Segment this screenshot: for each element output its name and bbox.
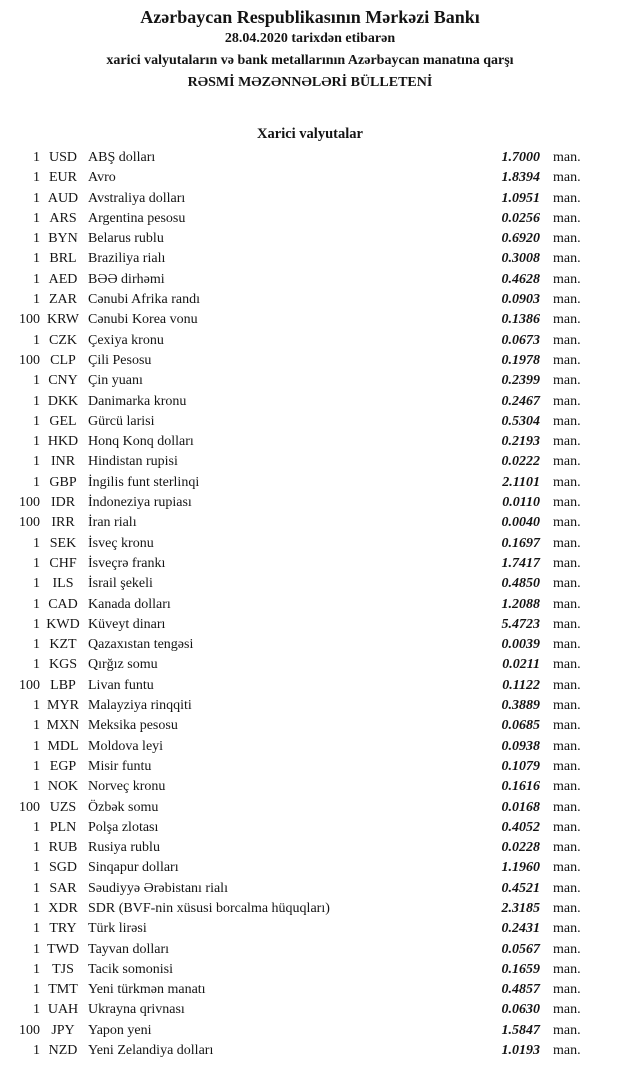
currency-quantity: 1	[33, 434, 40, 450]
currency-unit: man.	[553, 210, 581, 226]
currency-quantity: 1	[33, 150, 40, 165]
currency-rate: 1.2088	[501, 596, 540, 612]
rate-row	[0, 473, 620, 493]
currency-rate: 0.2467	[501, 393, 540, 409]
currency-rate: 0.0685	[501, 718, 540, 734]
rate-row	[0, 940, 620, 960]
currency-code: EGP	[49, 758, 77, 774]
rate-row	[0, 716, 620, 736]
currency-quantity: 100	[19, 515, 40, 531]
currency-code: TJS	[52, 961, 74, 977]
currency-quantity: 1	[33, 210, 40, 226]
currency-name: İsveçrə frankı	[88, 555, 166, 571]
currency-name: Avro	[88, 170, 116, 186]
currency-code: KZT	[49, 637, 77, 653]
currency-quantity: 100	[19, 677, 40, 693]
rate-row	[0, 737, 620, 757]
currency-rate: 0.0211	[502, 657, 540, 673]
rate-row	[0, 432, 620, 452]
bank-title: Azərbaycan Respublikasının Mərkəzi Bankı	[140, 7, 480, 27]
currency-name: BƏƏ dirhəmi	[88, 271, 165, 287]
rate-row	[0, 249, 620, 269]
currency-code: ARS	[49, 210, 77, 226]
subject-line: xarici valyutaların və bank metallarının Azərbaycan manatına qarşı	[106, 53, 514, 68]
currency-rate: 0.1616	[501, 779, 540, 795]
currency-name: Cənubi Korea vonu	[88, 312, 198, 328]
currency-unit: man.	[553, 819, 581, 835]
currency-unit: man.	[553, 677, 581, 693]
currency-unit: man.	[553, 921, 581, 937]
currency-name: Yeni türkmən manatı	[88, 982, 206, 998]
rate-row	[0, 574, 620, 594]
currency-unit: man.	[553, 150, 581, 165]
currency-rate: 0.2431	[501, 921, 540, 937]
currency-rate: 0.1697	[501, 535, 540, 551]
currency-quantity: 1	[33, 758, 40, 774]
currency-name: Çili Pesosu	[88, 352, 152, 368]
rate-row	[0, 858, 620, 878]
rates-table	[0, 148, 620, 1061]
currency-quantity: 100	[19, 799, 40, 815]
currency-rate: 1.7000	[501, 150, 540, 165]
currency-unit: man.	[553, 616, 581, 632]
rate-row	[0, 290, 620, 310]
rate-row	[0, 371, 620, 391]
currency-unit: man.	[553, 637, 581, 653]
currency-code: JPY	[51, 1022, 75, 1038]
currency-unit: man.	[553, 779, 581, 795]
currency-quantity: 100	[19, 495, 40, 511]
rate-row	[0, 493, 620, 513]
rate-row	[0, 655, 620, 675]
currency-unit: man.	[553, 941, 581, 957]
currency-code: ILS	[52, 576, 74, 592]
currency-name: ABŞ dolları	[88, 150, 156, 165]
currency-code: SGD	[48, 860, 77, 876]
currency-name: Moldova leyi	[88, 738, 164, 754]
currency-code: NOK	[47, 779, 79, 795]
rate-row	[0, 919, 620, 939]
rate-row	[0, 838, 620, 858]
currency-quantity: 1	[33, 738, 40, 754]
currency-name: Ukrayna qrivnası	[88, 1002, 185, 1018]
currency-rate: 0.0630	[501, 1002, 540, 1018]
currency-name: Honq Konq dolları	[88, 434, 194, 450]
currency-quantity: 100	[19, 352, 40, 368]
currency-quantity: 1	[33, 413, 40, 429]
currency-unit: man.	[553, 961, 581, 977]
currency-rate: 0.0938	[501, 738, 540, 754]
currency-code: IRR	[51, 515, 75, 531]
currency-name: Argentina pesosu	[88, 210, 186, 226]
currency-code: DKK	[47, 393, 79, 409]
currency-unit: man.	[553, 454, 581, 470]
currency-unit: man.	[553, 1002, 581, 1018]
currency-name: Misir funtu	[88, 758, 152, 774]
currency-name: Qazaxıstan tengəsi	[88, 637, 194, 653]
rate-row	[0, 189, 620, 209]
currency-rate: 0.1659	[501, 961, 540, 977]
currency-unit: man.	[553, 332, 581, 348]
currency-name: Tacik somonisi	[88, 961, 173, 977]
currency-rate: 0.0256	[501, 210, 540, 226]
currency-unit: man.	[553, 413, 581, 429]
currency-rate: 0.1978	[501, 352, 540, 368]
currency-quantity: 1	[33, 555, 40, 571]
currency-unit: man.	[553, 251, 581, 267]
currency-code: IDR	[50, 495, 76, 511]
currency-code: MXN	[46, 718, 80, 734]
currency-code: SAR	[49, 880, 77, 896]
currency-unit: man.	[553, 982, 581, 998]
currency-name: Avstraliya dolları	[88, 190, 186, 206]
currency-unit: man.	[553, 393, 581, 409]
currency-quantity: 1	[33, 1043, 40, 1059]
currency-unit: man.	[553, 900, 581, 916]
currency-rate: 0.0168	[501, 799, 540, 815]
currency-quantity: 1	[33, 880, 40, 896]
currency-quantity: 1	[33, 373, 40, 389]
currency-name: Yapon yeni	[88, 1022, 152, 1038]
currency-code: GBP	[49, 474, 77, 490]
currency-unit: man.	[553, 312, 581, 328]
rate-row	[0, 676, 620, 696]
rate-row	[0, 554, 620, 574]
currency-unit: man.	[553, 352, 581, 368]
currency-unit: man.	[553, 657, 581, 673]
rate-row	[0, 696, 620, 716]
currency-quantity: 1	[33, 1002, 40, 1018]
currency-code: TRY	[49, 921, 77, 937]
currency-rate: 1.5847	[501, 1022, 540, 1038]
rate-row	[0, 1041, 620, 1061]
currency-rate: 0.3889	[501, 698, 540, 714]
rate-row	[0, 534, 620, 554]
currency-quantity: 1	[33, 576, 40, 592]
currency-unit: man.	[553, 373, 581, 389]
currency-name: Çin yuanı	[88, 373, 143, 389]
currency-unit: man.	[553, 840, 581, 856]
currency-name: SDR (BVF-nin xüsusi borcalma hüquqları)	[88, 900, 330, 916]
currency-name: Yeni Zelandiya dolları	[88, 1043, 214, 1059]
rate-row	[0, 818, 620, 838]
rate-row	[0, 757, 620, 777]
currency-code: BRL	[49, 251, 77, 267]
currency-quantity: 100	[19, 312, 40, 328]
bulletin-title-line: RƏSMİ MƏZƏNNƏLƏRİ BÜLLETENİ	[187, 75, 433, 90]
currency-name: Meksika pesosu	[88, 718, 178, 734]
rate-row	[0, 331, 620, 351]
currency-code: CNY	[48, 373, 78, 389]
currency-rate: 1.0951	[501, 190, 540, 206]
rate-row	[0, 960, 620, 980]
currency-quantity: 1	[33, 535, 40, 551]
currency-quantity: 1	[33, 718, 40, 734]
currency-code: EUR	[49, 170, 77, 186]
currency-name: Küveyt dinarı	[88, 616, 166, 632]
currency-unit: man.	[553, 738, 581, 754]
currency-name: İngilis funt sterlinqi	[88, 474, 200, 490]
currency-code: SEK	[49, 535, 77, 551]
currency-rate: 0.1079	[501, 758, 540, 774]
currency-rate: 0.0673	[501, 332, 540, 348]
currency-rate: 1.8394	[501, 170, 540, 186]
currency-quantity: 1	[33, 819, 40, 835]
currency-quantity: 100	[19, 1022, 40, 1038]
currency-rate: 0.5304	[501, 413, 540, 429]
currency-quantity: 1	[33, 393, 40, 409]
currency-name: Çexiya kronu	[88, 332, 164, 348]
currency-rate: 0.4850	[501, 576, 540, 592]
currency-rate: 0.4052	[501, 819, 540, 835]
currency-quantity: 1	[33, 251, 40, 267]
currency-code: ZAR	[49, 292, 77, 308]
currency-rate: 1.0193	[501, 1043, 540, 1059]
currency-rate: 0.4521	[501, 880, 540, 896]
currency-name: Norveç kronu	[88, 779, 166, 795]
document-header	[0, 6, 620, 94]
currency-name: Hindistan rupisi	[88, 454, 178, 470]
currency-rate: 0.0040	[501, 515, 540, 531]
currency-name: Gürcü larisi	[88, 413, 155, 429]
currency-code: KRW	[47, 312, 79, 328]
currency-unit: man.	[553, 799, 581, 815]
currency-rate: 0.6920	[501, 231, 540, 247]
currency-unit: man.	[553, 495, 581, 511]
currency-name: Kanada dolları	[88, 596, 171, 612]
currency-quantity: 1	[33, 190, 40, 206]
currency-rate: 0.0039	[501, 637, 540, 653]
effective-date-line: 28.04.2020 tarixdən etibarən	[224, 31, 396, 46]
currency-code: NZD	[48, 1043, 78, 1059]
currency-quantity: 1	[33, 170, 40, 186]
currency-code: USD	[48, 150, 77, 165]
currency-name: Danimarka kronu	[88, 393, 187, 409]
currency-unit: man.	[553, 292, 581, 308]
currency-code: KGS	[48, 657, 77, 673]
currency-code: INR	[50, 454, 76, 470]
currency-unit: man.	[553, 1022, 581, 1038]
currency-rate: 0.3008	[501, 251, 540, 267]
currency-name: İran rialı	[88, 515, 137, 531]
currency-rate: 5.4723	[501, 616, 540, 632]
currency-name: İndoneziya rupiası	[88, 495, 192, 511]
rate-row	[0, 392, 620, 412]
currency-unit: man.	[553, 190, 581, 206]
currency-quantity: 1	[33, 779, 40, 795]
rate-row	[0, 595, 620, 615]
currency-unit: man.	[553, 231, 581, 247]
currency-rate: 1.7417	[501, 555, 540, 571]
rate-row	[0, 513, 620, 533]
currency-code: AED	[48, 271, 78, 287]
currency-code: UAH	[47, 1002, 79, 1018]
currency-rate: 0.4857	[501, 982, 540, 998]
rate-row	[0, 310, 620, 330]
rate-row	[0, 209, 620, 229]
currency-quantity: 1	[33, 840, 40, 856]
currency-code: RUB	[48, 840, 78, 856]
currency-quantity: 1	[33, 657, 40, 673]
section-title-foreign-currencies: Xarici valyutalar	[257, 126, 363, 142]
currency-name: Polşa zlotası	[88, 819, 159, 835]
currency-code: MDL	[47, 738, 79, 754]
currency-unit: man.	[553, 515, 581, 531]
currency-quantity: 1	[33, 637, 40, 653]
currency-name: Türk lirəsi	[88, 921, 147, 937]
currency-code: CLP	[50, 352, 76, 368]
rate-row	[0, 1021, 620, 1041]
currency-unit: man.	[553, 474, 581, 490]
currency-quantity: 1	[33, 454, 40, 470]
rate-row	[0, 229, 620, 249]
currency-quantity: 1	[33, 474, 40, 490]
currency-code: MYR	[47, 698, 79, 714]
currency-unit: man.	[553, 434, 581, 450]
currency-name: İsveç kronu	[88, 535, 154, 551]
currency-rate: 0.0903	[501, 292, 540, 308]
currency-code: LBP	[50, 677, 76, 693]
currency-rate: 0.1386	[501, 312, 540, 328]
currency-quantity: 1	[33, 900, 40, 916]
currency-code: PLN	[49, 819, 77, 835]
currency-name: Rusiya rublu	[88, 840, 160, 856]
rate-row	[0, 168, 620, 188]
currency-rate: 2.1101	[502, 474, 540, 490]
rate-row	[0, 635, 620, 655]
currency-code: CAD	[48, 596, 78, 612]
currency-unit: man.	[553, 718, 581, 734]
currency-quantity: 1	[33, 616, 40, 632]
currency-quantity: 1	[33, 698, 40, 714]
currency-unit: man.	[553, 271, 581, 287]
currency-quantity: 1	[33, 982, 40, 998]
currency-rate: 0.4628	[501, 271, 540, 287]
rate-row	[0, 879, 620, 899]
currency-quantity: 1	[33, 271, 40, 287]
currency-code: UZS	[49, 799, 77, 815]
currency-quantity: 1	[33, 332, 40, 348]
currency-unit: man.	[553, 860, 581, 876]
currency-name: Tayvan dolları	[88, 941, 170, 957]
rate-row	[0, 1000, 620, 1020]
currency-name: Cənubi Afrika randı	[88, 292, 200, 308]
currency-name: Braziliya rialı	[88, 251, 166, 267]
rate-row	[0, 270, 620, 290]
currency-code: CHF	[49, 555, 77, 571]
currency-code: CZK	[49, 332, 77, 348]
rate-row	[0, 412, 620, 432]
currency-quantity: 1	[33, 961, 40, 977]
currency-quantity: 1	[33, 231, 40, 247]
currency-name: Belarus rublu	[88, 231, 164, 247]
currency-quantity: 1	[33, 860, 40, 876]
currency-code: GEL	[49, 413, 77, 429]
currency-code: KWD	[46, 616, 80, 632]
currency-name: Livan funtu	[88, 677, 154, 693]
rate-row	[0, 777, 620, 797]
currency-unit: man.	[553, 596, 581, 612]
currency-name: Səudiyyə Ərəbistanı rialı	[88, 880, 228, 896]
currency-code: BYN	[48, 231, 78, 247]
currency-name: Qırğız somu	[88, 657, 158, 673]
currency-rate: 0.0567	[501, 941, 540, 957]
currency-unit: man.	[553, 758, 581, 774]
currency-rate: 0.0228	[501, 840, 540, 856]
currency-rate: 2.3185	[501, 900, 540, 916]
currency-name: İsrail şekeli	[88, 576, 153, 592]
currency-unit: man.	[553, 1043, 581, 1059]
currency-name: Sinqapur dolları	[88, 860, 179, 876]
rate-row	[0, 351, 620, 371]
currency-unit: man.	[553, 535, 581, 551]
currency-unit: man.	[553, 880, 581, 896]
currency-rate: 0.2193	[501, 434, 540, 450]
currency-unit: man.	[553, 170, 581, 186]
currency-rate: 0.0222	[501, 454, 540, 470]
currency-unit: man.	[553, 576, 581, 592]
currency-rate: 0.0110	[502, 495, 540, 511]
rate-row	[0, 798, 620, 818]
currency-quantity: 1	[33, 941, 40, 957]
currency-rate: 0.1122	[502, 677, 540, 693]
rate-row	[0, 980, 620, 1000]
currency-code: AUD	[47, 190, 79, 206]
currency-rate: 1.1960	[501, 860, 540, 876]
rate-row	[0, 452, 620, 472]
currency-quantity: 1	[33, 596, 40, 612]
currency-name: Malayziya rinqqiti	[88, 698, 192, 714]
currency-unit: man.	[553, 555, 581, 571]
currency-quantity: 1	[33, 292, 40, 308]
currency-code: TWD	[47, 941, 79, 957]
rate-row	[0, 148, 620, 168]
currency-rate: 0.2399	[501, 373, 540, 389]
currency-code: TMT	[48, 982, 78, 998]
currency-code: HKD	[47, 434, 79, 450]
currency-name: Özbək somu	[88, 799, 159, 815]
rate-row	[0, 899, 620, 919]
currency-code: XDR	[48, 900, 78, 916]
currency-quantity: 1	[33, 921, 40, 937]
currency-unit: man.	[553, 698, 581, 714]
rate-row	[0, 615, 620, 635]
